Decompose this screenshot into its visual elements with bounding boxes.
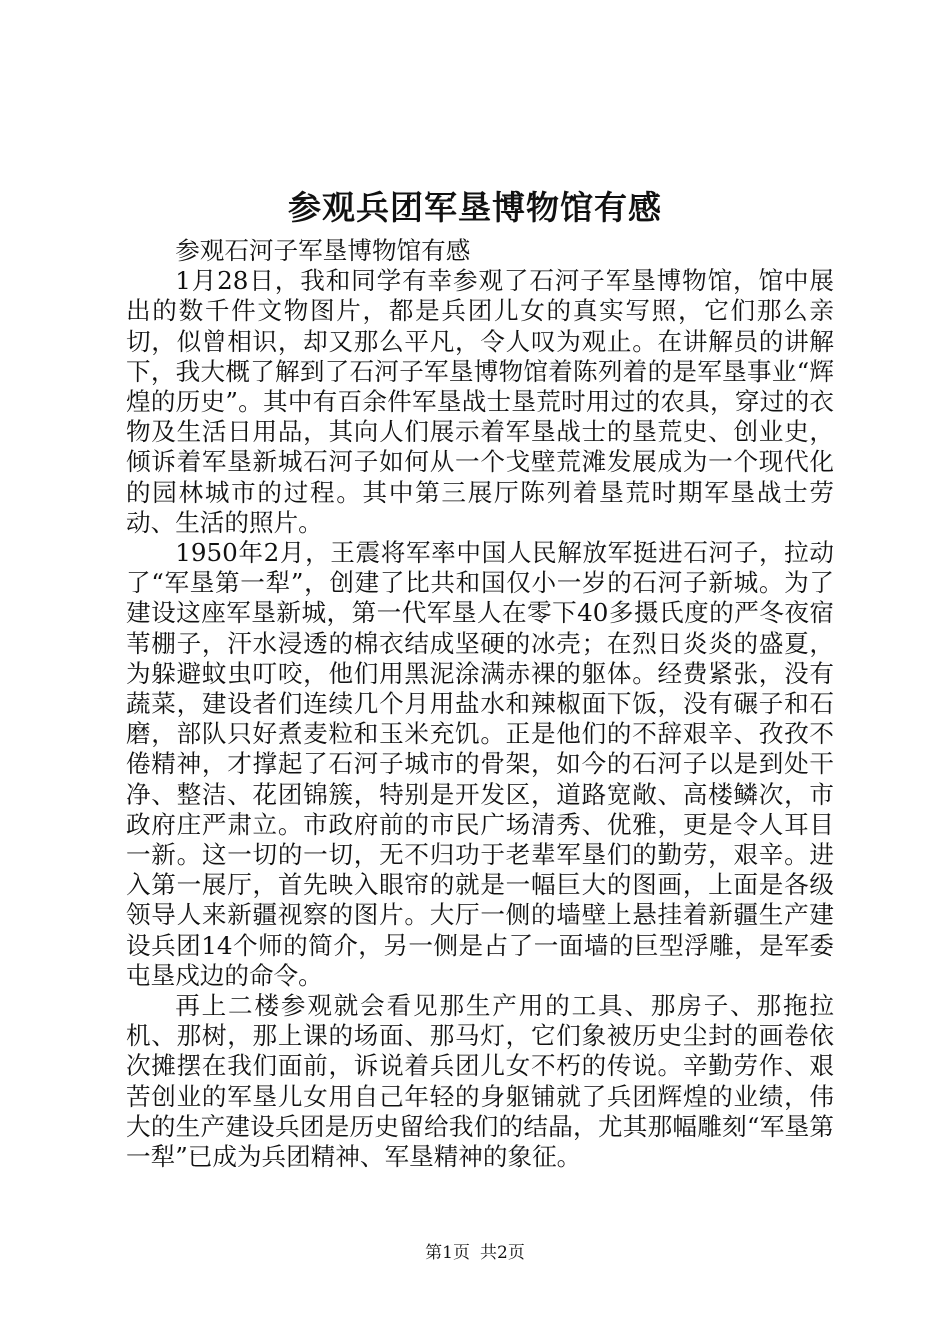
page-footer bbox=[0, 1242, 950, 1264]
page-number: 第1页 bbox=[425, 1243, 470, 1263]
paragraph: 再上二楼参观就会看见那生产用的工具、那房子、那拖拉机、那树，那上课的场面、那马灯，它们象被历史尘封的画卷依次摊摆在我们面前，诉说着兵团儿女不朽的传说。辛勤劳作、艰苦创业的军垦儿女用自己年轻的身躯铺就了兵团辉煌的业绩，伟大的生产建设兵团是历史留给我们的结晶，尤其那幅雕刻“军垦第一犁”已成为兵团精神、军垦精神的象征。 bbox=[126, 991, 834, 1172]
paragraph-subtitle: 参观石河子军垦博物馆有感 bbox=[175, 236, 471, 265]
document-body bbox=[126, 236, 834, 1172]
paragraph: 1950年2月，王震将军率中国人民解放军挺进石河子，拉动了“军垦第一犁”，创建了比共和国仅小一岁的石河子新城。为了建设这座军垦新城，第一代军垦人在零下40多摄氏度的严冬夜宿苇棚子，汗水浸透的棉衣结成坚硬的冰壳；在烈日炎炎的盛夏，为躲避蚊虫叮咬，他们用黑泥涂满赤裸的躯体。经费紧张，没有蔬菜，建设者们连续几个月用盐水和辣椒面下饭，没有碾子和石磨，部队只好煮麦粒和玉米充饥。正是他们的不辞艰辛、孜孜不倦精神，才撑起了石河子城市的骨架，如今的石河子以是到处干净、整洁、花团锦簇，特别是开发区，道路宽敞、高楼鳞次，市政府庄严肃立。市政府前的市民广场清秀、优雅，更是令人耳目一新。这一切的一切，无不归功于老辈军垦们的勤劳，艰辛。进入第一展厅，首先映入眼帘的就是一幅巨大的图画，上面是各级领导人来新疆视察的图片。大厅一侧的墙壁上悬挂着新疆生产建设兵团14个师的简介，另一侧是占了一面墙的巨型浮雕，是军委屯垦戍边的命令。 bbox=[126, 538, 834, 990]
paragraph: 1月28日，我和同学有幸参观了石河子军垦博物馆，馆中展出的数千件文物图片，都是兵团儿女的真实写照，它们那么亲切，似曾相识，却又那么平凡，令人叹为观止。在讲解员的讲解下，我大概了解到了石河子军垦博物馆着陈列着的是军垦事业“辉煌的历史”。其中有百余件军垦战士垦荒时用过的农具，穿过的衣物及生活日用品，其向人们展示着军垦战士的垦荒史、创业史，倾诉着军垦新城石河子如何从一个戈壁荒滩发展成为一个现代化的园林城市的过程。其中第三展厅陈列着垦荒时期军垦战士劳动、生活的照片。 bbox=[126, 266, 834, 537]
page-total: 共2页 bbox=[480, 1243, 525, 1263]
document-title: 参观兵团军垦博物馆有感 bbox=[288, 188, 662, 227]
